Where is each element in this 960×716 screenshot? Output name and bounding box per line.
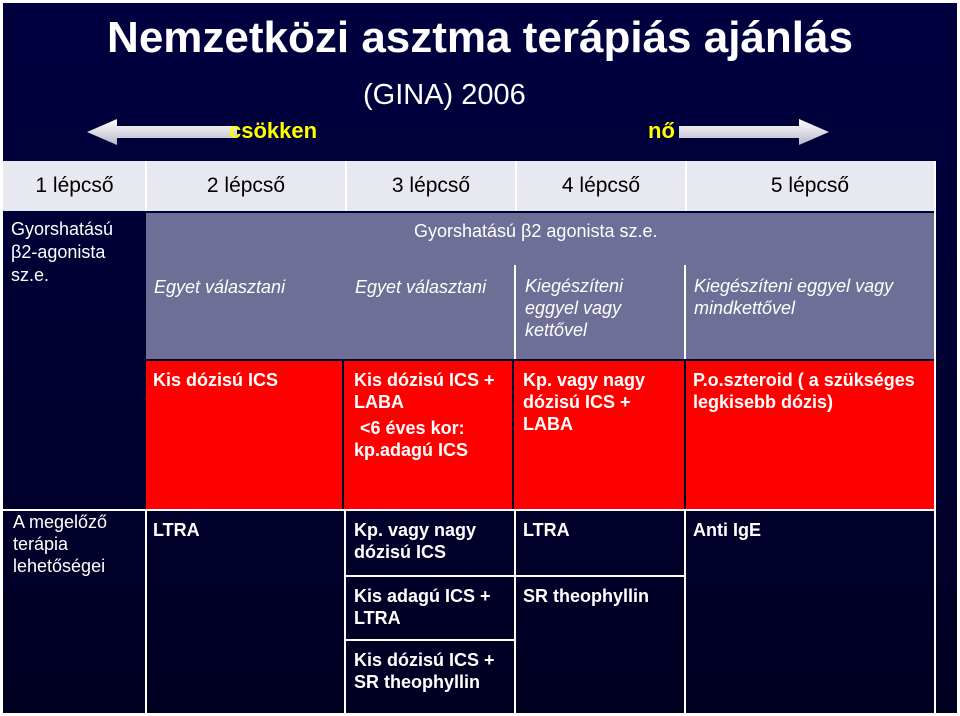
divider	[934, 161, 936, 713]
divider	[514, 509, 516, 713]
preferred-step-3b: <6 éves kor: kp.adagú ICS	[354, 418, 469, 460]
divider	[685, 161, 687, 211]
choice-step-5: Kiegészíteni eggyel vagy mindkettővel	[694, 276, 894, 318]
slide	[3, 3, 957, 713]
alternatives-label: A megelőző terápia lehetőségei	[13, 512, 108, 576]
preferred-step-2: Kis dózisú ICS	[153, 370, 279, 390]
preferred-step-5: P.o.szteroid ( a szükséges legkisebb dózis)	[693, 370, 915, 412]
step-4: 4 lépcső	[561, 174, 641, 197]
alternative-step-5: Anti IgE	[693, 520, 761, 540]
reliever-top-text: Gyorshatású β2 agonista sz.e.	[414, 221, 658, 241]
reliever-label: Gyorshatású β2-agonista sz.e.	[11, 219, 114, 285]
slide-title: Nemzetközi asztma terápiás ajánlás	[107, 13, 853, 62]
decrease-label: csökken	[229, 118, 318, 143]
step-5: 5 lépcső	[770, 174, 850, 197]
right-arrow-icon	[679, 119, 829, 145]
choice-step-4: Kiegészíteni eggyel vagy kettővel	[525, 276, 624, 340]
divider	[145, 161, 147, 211]
divider	[684, 265, 686, 359]
divider	[684, 509, 686, 713]
alternative-step-4-1: LTRA	[523, 520, 570, 540]
alternative-step-2: LTRA	[153, 520, 200, 540]
divider	[514, 265, 516, 359]
reliever-choice-panel	[146, 213, 934, 359]
step-2: 2 lépcső	[206, 174, 286, 197]
divider	[346, 575, 684, 577]
left-arrow-icon	[87, 119, 237, 145]
alternative-step-3-1: Kp. vagy nagy dózisú ICS	[354, 520, 477, 562]
step-header-row	[3, 161, 934, 211]
alternative-step-3-2: Kis adagú ICS + LTRA	[354, 586, 491, 628]
preferred-step-4: Kp. vagy nagy dózisú ICS + LABA	[523, 370, 646, 434]
alternative-step-3-3: Kis dózisú ICS + SR theophyllin	[354, 650, 495, 692]
slide-subtitle: (GINA) 2006	[363, 79, 526, 111]
choice-step-3: Egyet választani	[355, 277, 487, 297]
step-3: 3 lépcső	[391, 174, 471, 197]
divider	[346, 639, 514, 641]
divider	[344, 509, 346, 713]
increase-label: nő	[648, 118, 675, 143]
divider	[3, 509, 934, 511]
alternative-step-4-2: SR theophyllin	[523, 586, 649, 606]
divider	[345, 161, 347, 211]
choice-step-2: Egyet választani	[154, 277, 286, 297]
divider	[145, 509, 147, 713]
divider	[515, 161, 517, 211]
step-1: 1 lépcső	[35, 174, 114, 197]
preferred-step-3a: Kis dózisú ICS + LABA	[354, 370, 495, 412]
